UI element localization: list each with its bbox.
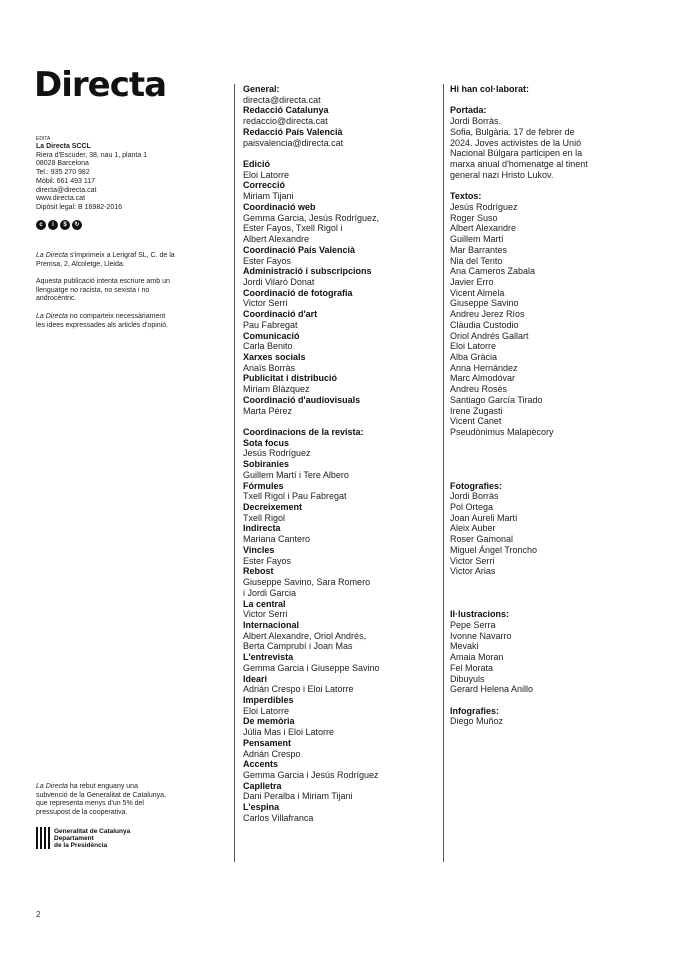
print-note: La Directa s'imprimeix a Lerigraf SL, C. de la Premsa, 2, Alcoletge, Lleida. [36, 252, 175, 268]
credit-name: Jesús Rodríguez [450, 201, 518, 212]
spacer [450, 438, 630, 449]
nc-icon: $ [60, 220, 70, 230]
credit-heading: L'espina [243, 802, 280, 813]
masthead-line: Riera d'Escuder, 38, nau 1, planta 1 [36, 151, 148, 159]
spacer [450, 588, 630, 599]
masthead-line: Dipòsit legal: B 16982-2016 [36, 203, 123, 211]
credit-heading: Imperdibles [243, 694, 294, 705]
spacer [450, 448, 630, 459]
credit-heading: De memòria [243, 716, 295, 727]
credit-name: Javier Erro [450, 276, 494, 287]
credit-name: Nacional Búlgara participen en la [450, 148, 583, 159]
credit-name: Victor Arias [450, 566, 496, 577]
credit-heading: General: [243, 84, 280, 94]
spacer [450, 577, 630, 588]
credit-name: Carlos Villafranca [243, 812, 314, 823]
generalitat-emblem-icon [36, 827, 50, 849]
credit-name: Giuseppe Savino [450, 298, 519, 309]
credit-heading: Coordinació d'art [243, 309, 318, 320]
opinion-note: La Directa no comparteix necessàriament les idees expressades als articles d'opinió. [36, 313, 169, 329]
credit-name: Júlia Mas i Eloi Latorre [243, 727, 335, 738]
credit-heading: Decreixement [243, 502, 303, 513]
credit-heading: Il·lustracions: [450, 609, 510, 620]
credit-name: 2024. Joves activistes de la Unió [450, 137, 582, 148]
credit-name: Roger Suso [450, 212, 498, 223]
credit-name: general nazi Hristo Lukov. [450, 169, 554, 180]
credit-name: Jordi Vilaró Donat [243, 276, 315, 287]
credit-heading: Sota focus [243, 437, 290, 448]
credit-name: Mevaki [450, 641, 479, 652]
email-link[interactable]: directa@directa.cat [36, 186, 97, 194]
credit-name: Irene Zugasti [450, 405, 503, 416]
credit-name: Alba Gràcia [450, 351, 498, 362]
credit-name: Gerard Helena Anillo [450, 684, 534, 695]
credit-name: Giuseppe Savino, Sara Romero [243, 577, 371, 588]
credit-heading: Coordinació d'audiovisuals [243, 394, 361, 405]
credit-heading: Comunicació [243, 330, 300, 341]
credit-heading: Fotografies: [450, 480, 503, 491]
credit-name: Miriam Blàzquez [243, 384, 310, 395]
credit-heading: Caplletra [243, 780, 282, 791]
credit-name: Andreu Jerez Ríos [450, 309, 525, 320]
credit-name: Albert Alexandre [450, 223, 517, 234]
credit-name: Adrián Crespo i Eloi Latorre [243, 684, 354, 695]
spacer [450, 599, 630, 610]
credit-name: Victor Serri [450, 555, 495, 566]
credit-heading: Coordinació de fotografia [243, 287, 353, 298]
credit-heading: La central [243, 598, 286, 609]
publisher-name: La Directa SCCL [36, 143, 91, 150]
credit-heading: Infografies: [450, 705, 500, 716]
credit-name: Eloi Latorre [450, 341, 497, 352]
credit-heading: Coordinacions de la revista: [243, 427, 364, 437]
credit-heading: Portada: [450, 105, 487, 116]
credit-name: Anna Hernández [450, 362, 518, 373]
credit-name: marxa anual d'homenatge al tinent [450, 159, 588, 170]
masthead-line: Tel.: 935 270 982 [36, 169, 90, 177]
credit-name: Ester Fayos, Txell Rigol i [243, 223, 343, 234]
generalitat-logo: Generalitat de Catalunya Departament de la Presidència [36, 827, 130, 849]
credit-name: Ester Fayos [243, 255, 292, 266]
credit-name: Pseudònimus Malapècory [450, 427, 554, 437]
masthead-line: Mòbil: 661 493 117 [36, 177, 96, 185]
credit-name: Dibuyuls [450, 673, 485, 684]
credit-heading: Textos: [450, 191, 482, 202]
credit-name: Anaïs Borràs [243, 362, 296, 373]
spacer [450, 459, 630, 470]
page-number: 2 [36, 910, 41, 919]
credit-name: Txell Rigol i Pau Fabregat [243, 491, 347, 502]
language-note: Aquesta publicació intenta escriure amb un llenguatge no racista, no sexista i no androcèntric. [36, 278, 170, 303]
credit-name: paisvalencia@directa.cat [243, 137, 344, 148]
credit-name: Jordi Borràs [450, 491, 499, 502]
credit-name: Mar Barrantes [450, 244, 508, 255]
credit-name: Diego Muñoz [450, 716, 504, 727]
credit-name: Fel Morata [450, 662, 494, 673]
credit-name: Albert Alexandre [243, 234, 310, 245]
credit-heading: Indirecta [243, 523, 281, 534]
credit-name: Andreu Rosés [450, 384, 508, 395]
credit-heading: Rebost [243, 566, 274, 577]
credit-name: Roser Gamonal [450, 534, 514, 545]
credits-column-contributors [450, 84, 630, 727]
credit-heading: Accents [243, 759, 279, 770]
credit-name: Oriol Andrés Gallart [450, 330, 529, 341]
cc-icon: c [36, 220, 46, 230]
spacer [450, 180, 630, 191]
by-icon: i [48, 220, 58, 230]
credit-heading: Redacció Catalunya [243, 105, 329, 116]
credit-name: Marc Almodóvar [450, 373, 516, 384]
credit-name: Victor Serri [243, 298, 288, 309]
subsidy-note: La Directa ha rebut enguany una subvenció de la Generalitat de Catalunya, que representa menys d'un 5% del pressupost de la cooperativa. [36, 783, 166, 817]
credit-name: Pol Ortega [450, 502, 494, 513]
credit-heading: Edició [243, 159, 271, 170]
credit-name: Aleix Auber [450, 523, 496, 534]
sa-icon: ↻ [72, 220, 82, 230]
credit-heading: Coordinació web [243, 201, 316, 212]
credit-name: Pau Fabregat [243, 319, 298, 330]
spacer [450, 470, 630, 481]
credit-name: Albert Alexandre, Oriol Andrés, [243, 630, 367, 641]
credit-heading: Publicitat i distribució [243, 373, 338, 384]
credit-name: Ana Cameros Zabala [450, 266, 536, 277]
credit-name: Joan Aureli Martí [450, 512, 518, 523]
credit-heading: Ideari [243, 673, 268, 684]
credit-heading: Pensament [243, 737, 292, 748]
credit-name: Guillem Martí i Tere Albero [243, 469, 349, 480]
credit-heading: Internacional [243, 619, 300, 630]
credit-heading: Administració i subscripcions [243, 266, 372, 277]
edita-label: EDITA [36, 136, 51, 142]
masthead [36, 136, 196, 213]
credit-heading: L'entrevista [243, 652, 294, 663]
credit-heading: Xarxes socials [243, 351, 306, 362]
credit-heading: Hi han col·laborat: [450, 84, 530, 94]
credit-name: Gemma Garcia, Jesús Rodríguez, [243, 212, 380, 223]
spacer [243, 416, 438, 427]
credit-name: Carla Benito [243, 341, 293, 352]
credit-name: Pepe Serra [450, 619, 496, 630]
credit-name: directa@directa.cat [243, 94, 321, 105]
credit-name: Miguel Ángel Troncho [450, 544, 538, 555]
credit-name: Ivonne Navarro [450, 630, 512, 641]
credit-name: Txell Rigol [243, 512, 286, 523]
credit-heading: Coordinació País Valencià [243, 244, 356, 255]
website-link[interactable]: www.directa.cat [36, 195, 86, 203]
credit-name: Adrián Crespo [243, 748, 301, 759]
masthead-line: 08028 Barcelona [36, 160, 89, 168]
credit-heading: Redacció País Valencià [243, 126, 343, 137]
credit-name: redaccio@directa.cat [243, 116, 328, 127]
credit-name: Jordi Borràs. [450, 116, 502, 127]
credit-name: Eloi Latorre [243, 705, 290, 716]
credit-name: Marta Pérez [243, 405, 293, 416]
credit-name: Jesús Rodríguez [243, 448, 311, 459]
credit-name: Nia del Tento [450, 255, 503, 266]
creative-commons-icons [36, 220, 82, 230]
column-divider [443, 84, 444, 862]
credit-name: Gemma Garcia i Giuseppe Savino [243, 662, 380, 673]
credit-name: Vicent Canet [450, 416, 502, 427]
credit-name: Victor Serri [243, 609, 288, 620]
credit-heading: Fórmules [243, 480, 284, 491]
credit-name: Ester Fayos [243, 555, 292, 566]
credit-name: Amaia Moran [450, 652, 504, 663]
column-divider [234, 84, 235, 862]
credit-name: Miriam Tijani [243, 191, 294, 202]
spacer [243, 148, 438, 159]
credit-heading: Correcció [243, 180, 286, 191]
credit-name: Santiago García Tirado [450, 394, 543, 405]
directa-logo: Directa [34, 65, 167, 105]
credit-name: i Jordi Garcia [243, 587, 297, 598]
credit-name: Vicent Almela [450, 287, 505, 298]
spacer [450, 95, 630, 106]
credit-name: Mariana Cantero [243, 534, 311, 545]
credits-column-staff [243, 84, 438, 824]
spacer [450, 695, 630, 706]
credit-name: Gemma Garcia i Jesús Rodríguez [243, 770, 379, 780]
credit-name: Sofia, Bulgària. 17 de febrer de [450, 126, 575, 137]
credit-heading: Sobiranies [243, 459, 290, 470]
credit-name: Berta Camprubí i Joan Mas [243, 641, 353, 652]
credit-name: Dani Peralba i Miriam Tijani [243, 791, 353, 802]
credit-name: Clàudia Custodio [450, 319, 519, 330]
credit-name: Guillem Martí [450, 234, 504, 245]
credit-heading: Vincles [243, 544, 275, 555]
credit-name: Eloi Latorre [243, 169, 290, 180]
